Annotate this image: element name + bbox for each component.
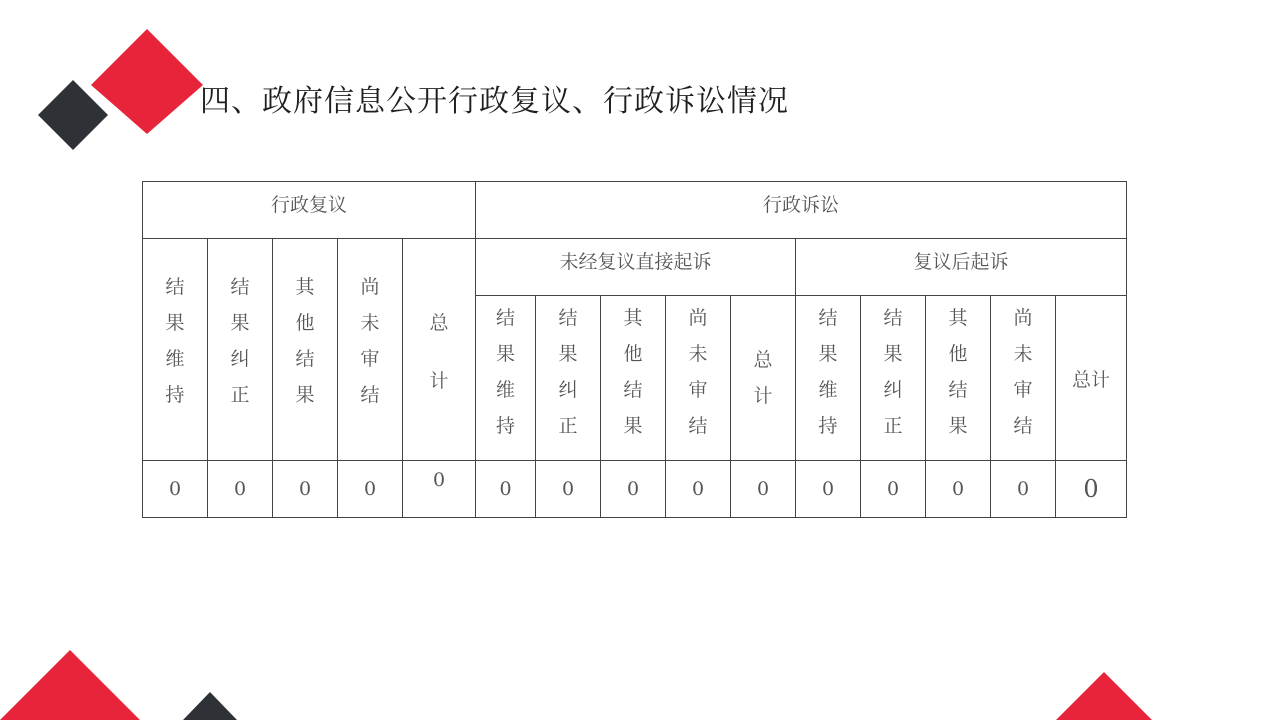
- direct-total-header: 总计: [731, 296, 796, 461]
- red-triangle-right: [1056, 672, 1152, 720]
- review-pending-header: 尚未审结: [338, 239, 403, 461]
- header-administrative-review: 行政复议: [143, 182, 476, 239]
- red-diamond: [91, 29, 203, 134]
- bottom-left-triangles: [0, 640, 260, 720]
- review-other-header: 其他结果: [273, 239, 338, 461]
- review-upheld-header: 结果维持: [143, 239, 208, 461]
- direct-corrected-value: 0: [536, 461, 601, 518]
- red-triangle: [0, 650, 140, 720]
- dark-triangle: [183, 692, 237, 720]
- review-corrected-header: 结果纠正: [208, 239, 273, 461]
- after-review-other-value: 0: [926, 461, 991, 518]
- header-administrative-litigation: 行政诉讼: [476, 182, 1127, 239]
- review-corrected-value: 0: [208, 461, 273, 518]
- direct-upheld-value: 0: [476, 461, 536, 518]
- page-title: 四、政府信息公开行政复议、行政诉讼情况: [200, 84, 789, 119]
- header-after-review-litigation: 复议后起诉: [796, 239, 1127, 296]
- direct-other-header: 其他结果: [601, 296, 666, 461]
- review-total-header: 总计: [403, 239, 476, 461]
- after-review-corrected-value: 0: [861, 461, 926, 518]
- bottom-right-triangle: [1050, 660, 1170, 720]
- after-review-total-value: 0: [1056, 461, 1127, 518]
- after-review-upheld-value: 0: [796, 461, 861, 518]
- review-other-value: 0: [273, 461, 338, 518]
- review-litigation-table: [142, 181, 1127, 518]
- after-review-upheld-header: 结果维持: [796, 296, 861, 461]
- direct-corrected-header: 结果纠正: [536, 296, 601, 461]
- direct-upheld-header: 结果维持: [476, 296, 536, 461]
- direct-pending-value: 0: [666, 461, 731, 518]
- after-review-other-header: 其他结果: [926, 296, 991, 461]
- review-total-value: 0: [403, 461, 476, 518]
- direct-other-value: 0: [601, 461, 666, 518]
- direct-total-value: 0: [731, 461, 796, 518]
- review-pending-value: 0: [338, 461, 403, 518]
- after-review-pending-value: 0: [991, 461, 1056, 518]
- after-review-pending-header: 尚未审结: [991, 296, 1056, 461]
- direct-pending-header: 尚未审结: [666, 296, 731, 461]
- after-review-total-header: 总计: [1056, 296, 1127, 461]
- review-upheld-value: 0: [143, 461, 208, 518]
- after-review-corrected-header: 结果纠正: [861, 296, 926, 461]
- header-direct-litigation: 未经复议直接起诉: [476, 239, 796, 296]
- top-left-diamonds: [0, 0, 220, 160]
